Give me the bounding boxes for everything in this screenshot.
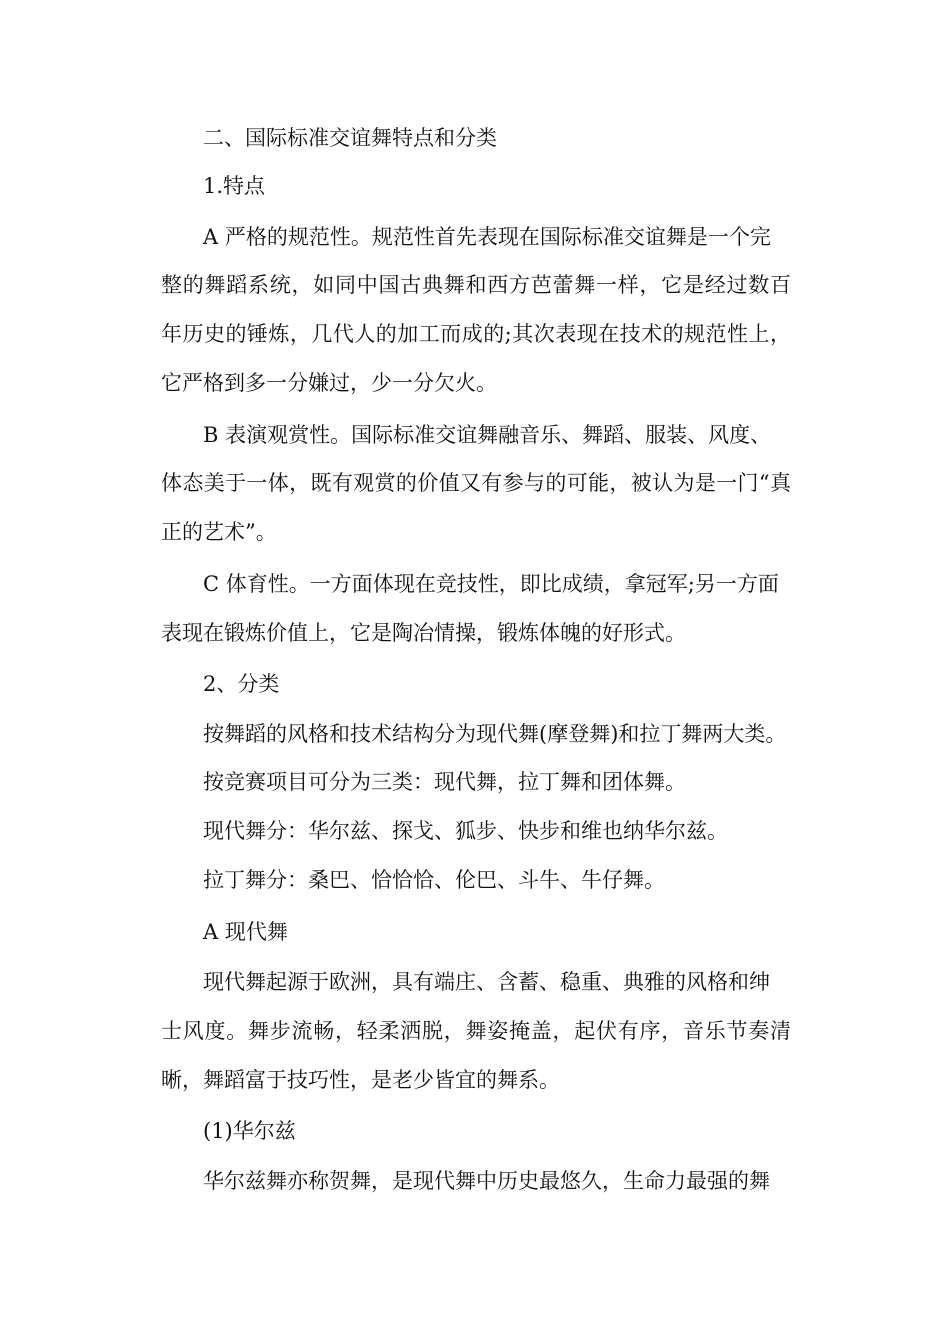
modern-heading-line <box>0 914 950 950</box>
waltz-heading-line <box>0 1113 950 1149</box>
feature-a-text-3: 年历史的锤炼，几代人的加工而成的;其次表现在技术的规范性上， <box>161 322 791 346</box>
feature-b-text-1: B 表演观赏性。国际标准交谊舞融音乐、舞蹈、服装、风度、 <box>203 423 772 447</box>
modern-line-1 <box>0 964 950 1000</box>
features-heading-line <box>0 168 950 204</box>
feature-b-line-2 <box>0 465 950 501</box>
feature-c-line-1 <box>0 566 950 602</box>
classification-text-4: 拉丁舞分：桑巴、恰恰恰、伦巴、斗牛、牛仔舞。 <box>203 868 665 892</box>
classification-text-3: 现代舞分：华尔兹、探戈、狐步、快步和维也纳华尔兹。 <box>203 819 728 843</box>
feature-a-line-2 <box>0 267 950 303</box>
classification-line-2 <box>0 764 950 800</box>
classification-text-1: 按舞蹈的风格和技术结构分为现代舞(摩登舞)和拉丁舞两大类。 <box>203 722 787 746</box>
classification-text-2: 按竞赛项目可分为三类：现代舞，拉丁舞和团体舞。 <box>203 770 686 794</box>
feature-c-text-2: 表现在锻炼价值上，它是陶冶情操，锻炼体魄的好形式。 <box>161 621 686 645</box>
section-title-line <box>0 120 950 156</box>
waltz-text-1: 华尔兹舞亦称贺舞，是现代舞中历史最悠久，生命力最强的舞 <box>203 1169 770 1193</box>
modern-text-3: 晰，舞蹈富于技巧性，是老少皆宜的舞系。 <box>161 1068 560 1092</box>
feature-c-line-2 <box>0 615 950 651</box>
feature-b-text-2: 体态美于一体，既有观赏的价值又有参与的可能，被认为是一门“真 <box>161 471 791 495</box>
waltz-line-1 <box>0 1163 950 1199</box>
feature-a-line-3 <box>0 316 950 352</box>
classification-line-1 <box>0 716 950 752</box>
feature-c-text-1: C 体育性。一方面体现在竞技性，即比成绩，拿冠军;另一方面 <box>203 572 779 596</box>
classification-line-3 <box>0 813 950 849</box>
modern-text-1: 现代舞起源于欧洲，具有端庄、含蓄、稳重、典雅的风格和绅 <box>203 970 770 994</box>
feature-a-text-4: 它严格到多一分嫌过，少一分欠火。 <box>161 371 497 395</box>
features-heading: 1.特点 <box>203 174 266 198</box>
classification-heading-line <box>0 666 950 702</box>
feature-b-text-3: 正的艺术”。 <box>161 520 277 544</box>
modern-heading: A 现代舞 <box>203 920 288 944</box>
feature-a-line-4 <box>0 365 950 401</box>
feature-b-line-3 <box>0 514 950 550</box>
section-title: 二、国际标准交谊舞特点和分类 <box>203 126 497 150</box>
classification-heading: 2、分类 <box>203 672 280 696</box>
feature-a-text-1: A 严格的规范性。规范性首先表现在国际标准交谊舞是一个完 <box>203 225 771 249</box>
classification-line-4 <box>0 862 950 898</box>
waltz-heading: (1)华尔兹 <box>203 1119 296 1143</box>
modern-line-2 <box>0 1013 950 1049</box>
feature-a-line-1 <box>0 219 950 255</box>
feature-b-line-1 <box>0 417 950 453</box>
modern-text-2: 士风度。舞步流畅，轻柔洒脱，舞姿掩盖，起伏有序，音乐节奏清 <box>161 1019 791 1043</box>
feature-a-text-2: 整的舞蹈系统，如同中国古典舞和西方芭蕾舞一样，它是经过数百 <box>161 273 791 297</box>
modern-line-3 <box>0 1062 950 1098</box>
